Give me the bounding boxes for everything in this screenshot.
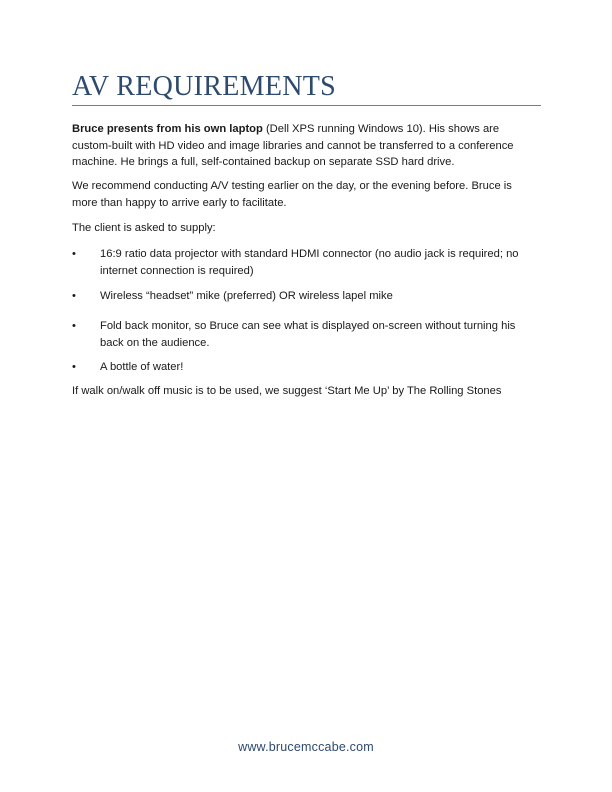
testing-paragraph: We recommend conducting A/V testing earlier on the day, or the evening before. Bruce is more than happy to arrive early to facilitate. bbox=[72, 180, 512, 209]
intro-text: (Dell XPS running Windows 10). His shows are custom-built with HD video and image libraries and cannot be transferred to a conference machine. He brings a full, self-contained backup on separate SSD hard drive. bbox=[72, 123, 514, 168]
page-title: AV REQUIREMENTS bbox=[72, 71, 337, 102]
list-item-text: 16:9 ratio data projector with standard HDMI connector (no audio jack is required; no internet connection is required) bbox=[100, 248, 519, 277]
bullet-icon: • bbox=[72, 248, 76, 260]
bullet-icon: • bbox=[72, 290, 76, 302]
footer-website-link[interactable]: www.brucemccabe.com bbox=[238, 740, 374, 754]
intro-bold-text: Bruce presents from his own laptop bbox=[72, 123, 263, 135]
title-underline-divider bbox=[72, 105, 541, 106]
bullet-icon: • bbox=[72, 320, 76, 332]
list-item-text: Wireless “headset” mike (preferred) OR wireless lapel mike bbox=[100, 290, 393, 302]
list-item-text: Fold back monitor, so Bruce can see what is displayed on-screen without turning his back on the audience. bbox=[100, 320, 516, 349]
music-paragraph: If walk on/walk off music is to be used, we suggest ‘Start Me Up’ by The Rolling Stones bbox=[72, 385, 502, 397]
supply-intro-paragraph: The client is asked to supply: bbox=[72, 222, 216, 234]
bullet-icon: • bbox=[72, 361, 76, 373]
intro-paragraph bbox=[72, 121, 540, 171]
list-item-text: A bottle of water! bbox=[100, 361, 184, 373]
